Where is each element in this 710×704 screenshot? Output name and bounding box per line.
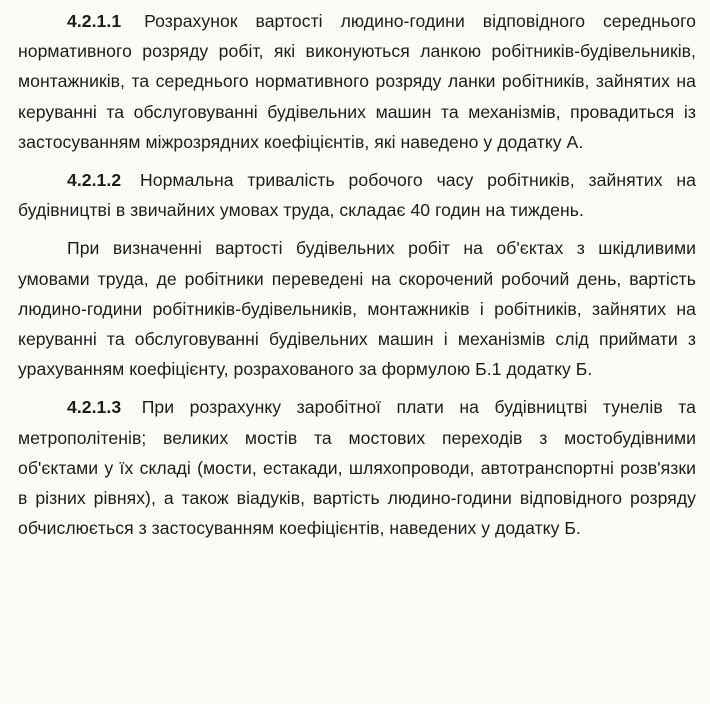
paragraph-text: Розрахунок вартості людино-години відповідного середнього нормативного розряду робіт, які виконуються ланкою робітників-будівельників, монтажників, та середнього нормативного розряду ланки робітників, зайнятих на керуванні та обслуговуванні будівельних машин та механізмів, провадиться із застосуванням міжрозрядних коефіцієнтів, які наведено у додатку А. (18, 11, 696, 152)
clause-number: 4.2.1.2 (67, 170, 122, 191)
paragraph-text: При розрахунку заробітної плати на будівництві тунелів та метрополітенів; великих мостів та мостових переходів з мостобудівними об'єктами у їх складі (мости, естакади, шляхопроводи, автотранспортні розв'язки в різних рівнях), а також віадуків, вартість людино-години відповідного розряду обчислюється з застосуванням коефіцієнтів, наведених у додатку Б. (18, 397, 696, 539)
paragraph-4-2-1-3 (18, 392, 696, 543)
paragraph-text: При визначенні вартості будівельних робіт на об'єктах з шкідливими умовами труда, де робітники переведені на скорочений робочий день, вартість людино-години робітників-будівельників, монтажників і робітників, зайнятих на керуванні та обслуговуванні будівельних машин і механізмів слід приймати з урахуванням коефіцієнту, розрахованого за формулою Б.1 додатку Б. (18, 238, 696, 380)
clause-number: 4.2.1.3 (67, 397, 122, 418)
clause-number: 4.2.1.1 (67, 11, 122, 31)
paragraph-text: Нормальна тривалість робочого часу робітників, зайнятих на будівництві в звичайних умовах труда, складає 40 годин на тиждень. (18, 170, 696, 221)
paragraph-harmful-conditions (18, 233, 696, 384)
paragraph-4-2-1-1 (18, 6, 696, 157)
paragraph-4-2-1-2 (18, 165, 696, 225)
